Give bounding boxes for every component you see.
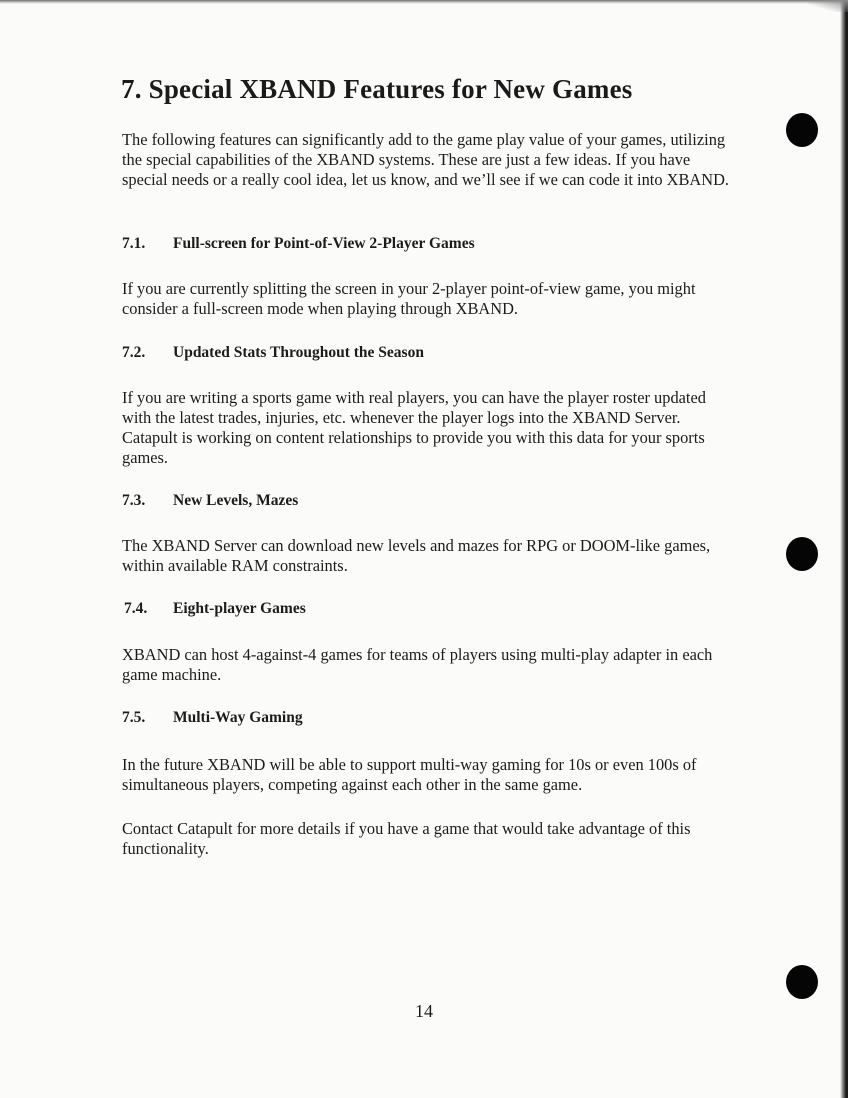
scan-edge-top (0, 0, 848, 4)
binder-hole-bottom (786, 965, 818, 999)
section-heading-7-3 (122, 492, 298, 510)
section-heading-7-1 (122, 235, 475, 253)
section-paragraph-7-5: In the future XBAND will be able to support multi-way gaming for 10s or even 100s of simultaneous players, competing against each other in the same game. (122, 755, 697, 794)
section-heading-7-2 (122, 344, 424, 362)
section-paragraph-7-3: The XBAND Server can download new levels and mazes for RPG or DOOM-like games, within available RAM constraints. (122, 536, 711, 575)
section-number: 7.2. (122, 344, 146, 361)
section-paragraph-7-2: If you are writing a sports game with real players, you can have the player roster updated with the latest trades, injuries, etc. whenever the player logs into the XBAND Server. Catapult is working on content relationships to provide you with this data for your sports games. (122, 388, 706, 467)
section-heading-7-4 (124, 600, 306, 618)
section-number: 7.4. (124, 600, 148, 617)
section-title: Updated Stats Throughout the Season (173, 344, 424, 361)
page-title: 7. Special XBAND Features for New Games (121, 74, 633, 104)
page-number: 14 (415, 1001, 433, 1021)
closing-paragraph: Contact Catapult for more details if you have a game that would take advantage of this functionality. (122, 819, 691, 858)
scan-edge-right (840, 0, 848, 1098)
section-title: New Levels, Mazes (173, 492, 299, 509)
section-paragraph-7-1: If you are currently splitting the screen in your 2-player point-of-view game, you might consider a full-screen mode when playing through XBAND. (122, 279, 696, 318)
binder-hole-top (786, 113, 818, 147)
section-number: 7.5. (122, 709, 146, 726)
intro-paragraph: The following features can significantly add to the game play value of your games, utilizing the special capabilities of the XBAND systems. These are just a few ideas. If you have special needs or a really cool idea, let us know, and we’ll see if we can code it into XBAND. (122, 130, 730, 189)
scan-corner-shadow (808, 0, 848, 12)
section-title: Full-screen for Point-of-View 2-Player Games (173, 235, 475, 252)
section-title: Multi-Way Gaming (173, 709, 303, 726)
section-heading-7-5 (122, 709, 303, 727)
section-number: 7.1. (122, 235, 146, 252)
binder-hole-middle (786, 537, 818, 571)
section-title: Eight-player Games (173, 600, 306, 617)
section-number: 7.3. (122, 492, 146, 509)
section-paragraph-7-4: XBAND can host 4-against-4 games for teams of players using multi-play adapter in each game machine. (122, 645, 713, 684)
